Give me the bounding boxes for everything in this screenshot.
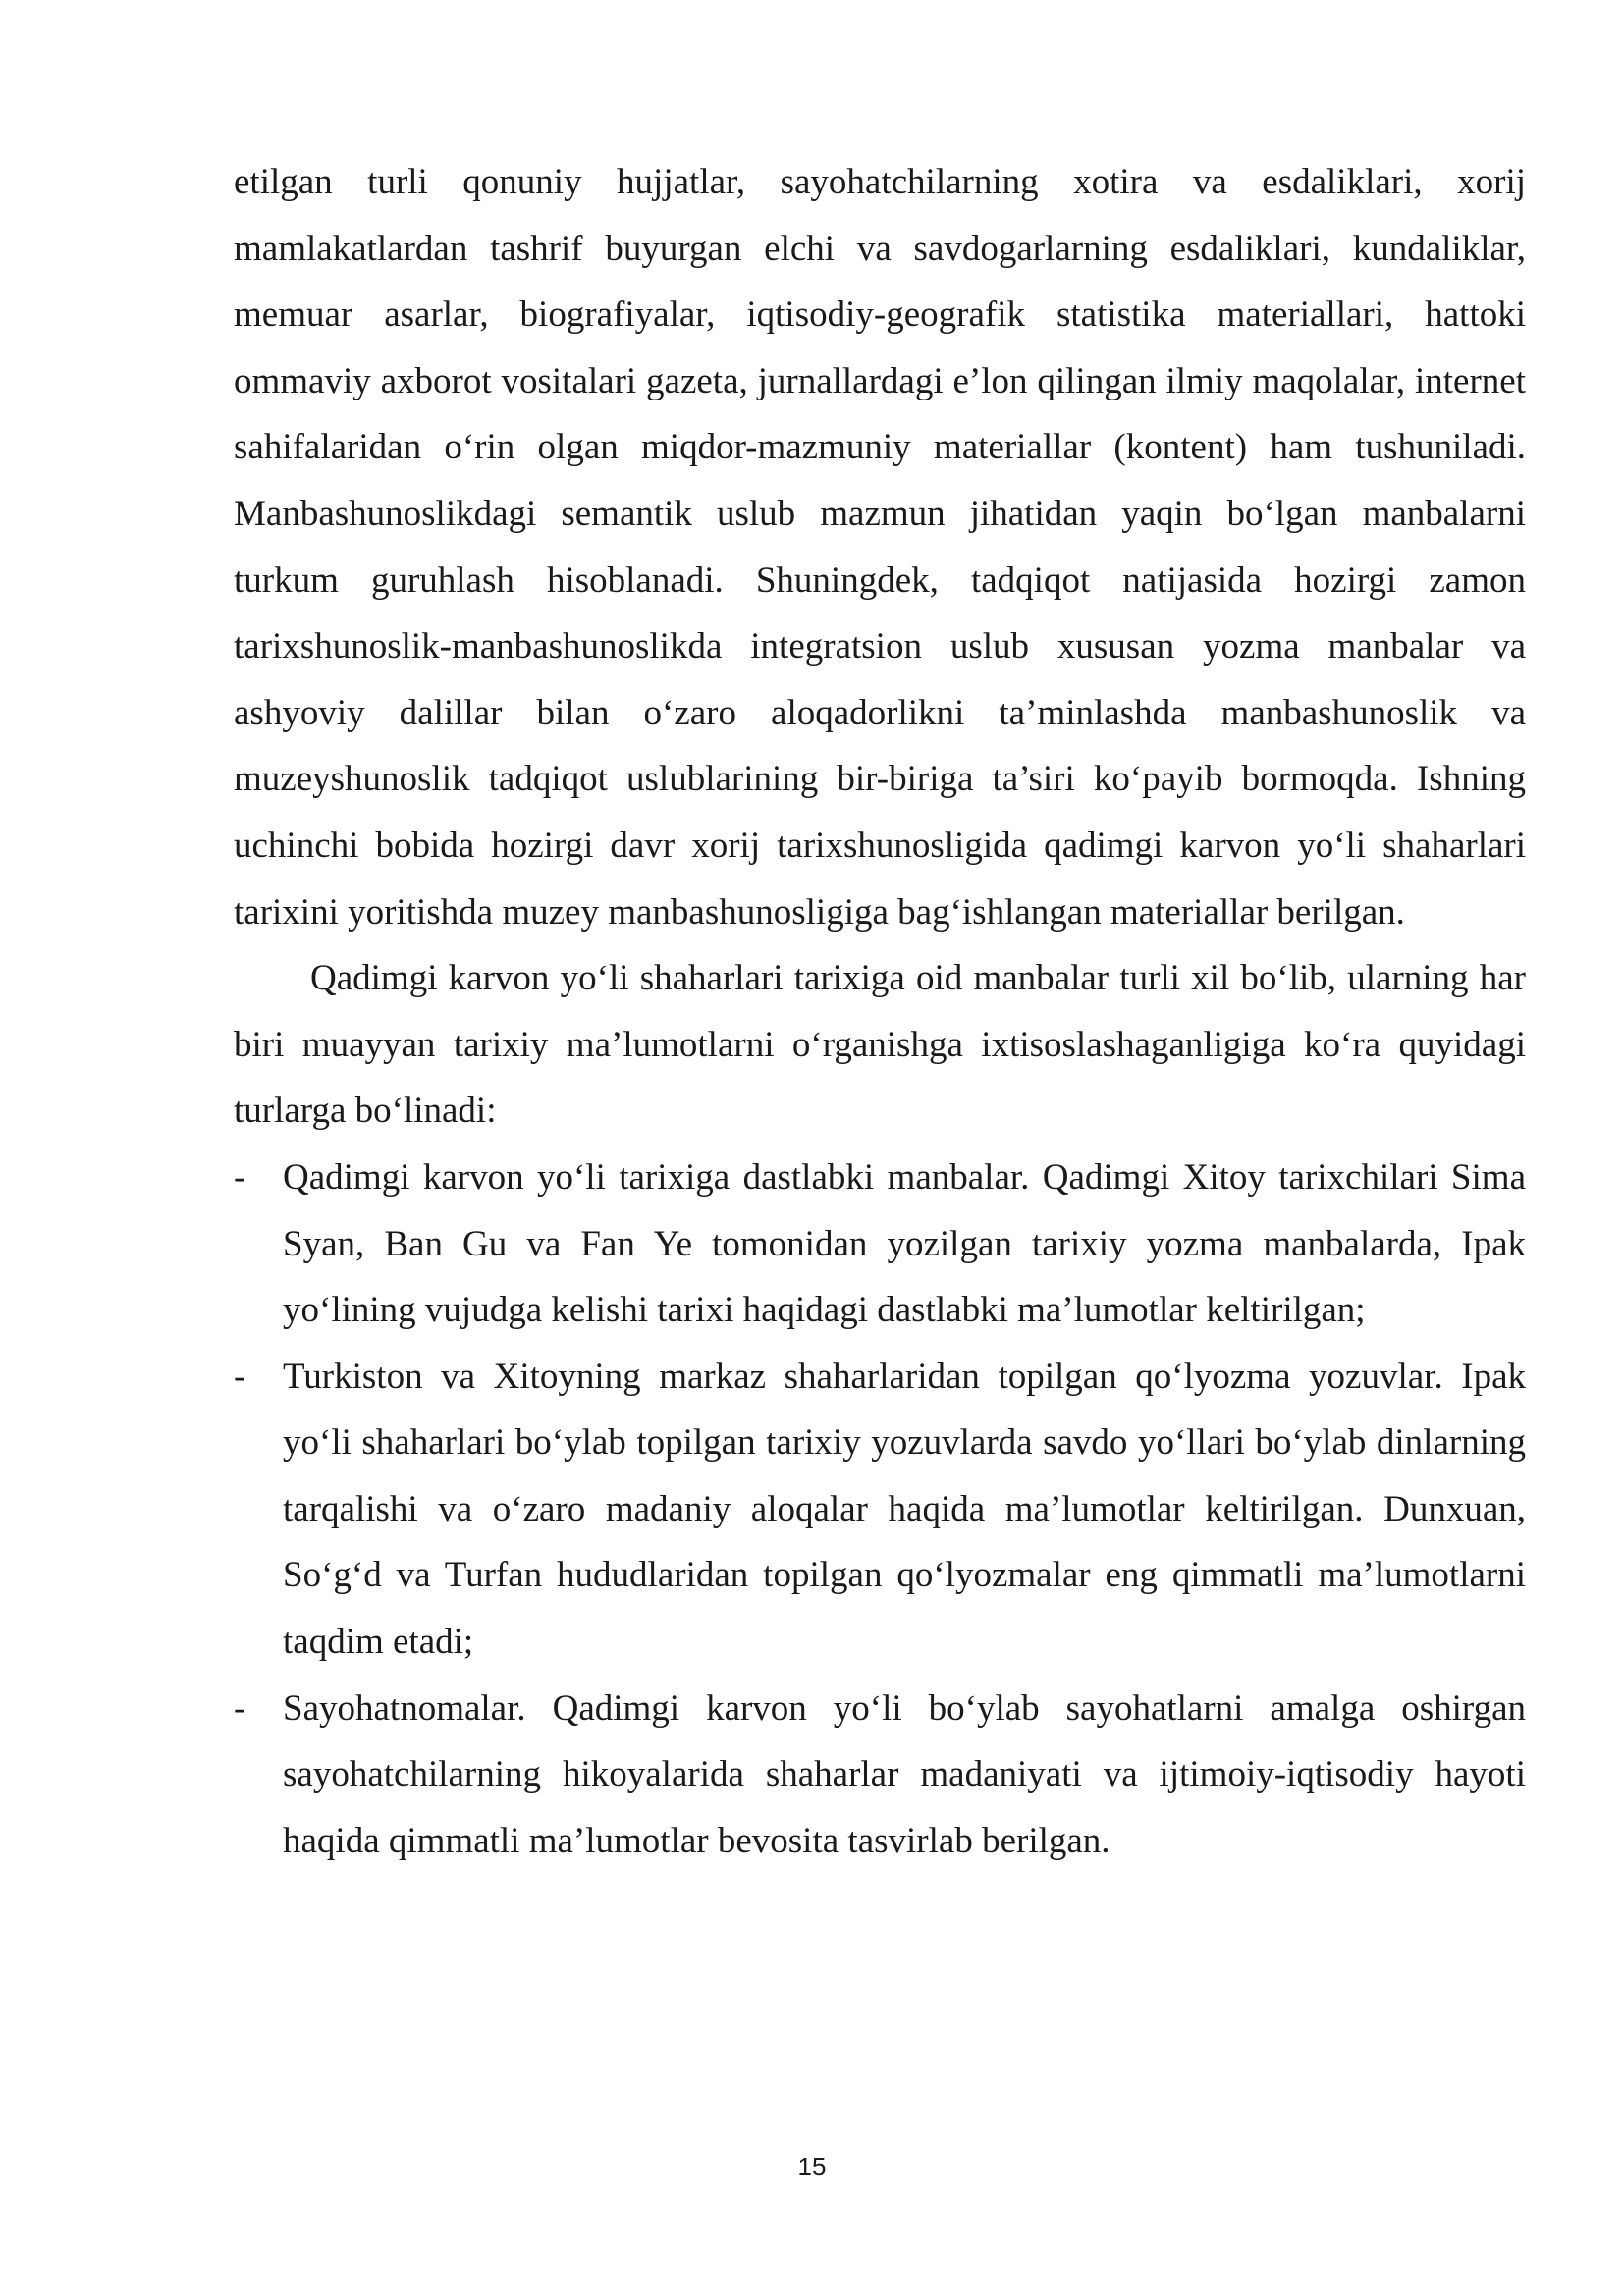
list-item-text: Turkiston va Xitoyning markaz shaharlaridan topilgan qo‘lyozma yozuvlar. Ipak yo‘li shaharlari bo‘ylab topilgan tarixiy yozuvlarda savdo yo‘llari bo‘ylab dinlarning tarqalishi va o‘zaro madaniy aloqalar haqida ma’lumotlar keltirilgan. Dunxuan, So‘g‘d va Turfan hududlaridan topilgan qo‘lyozmalar eng qimmatli ma’lumotlarni taqdim etadi;: [283, 1356, 1526, 1663]
page-body: [234, 149, 1526, 1874]
list-dash-marker: -: [234, 1687, 246, 1729]
list-dash-marker: -: [234, 1156, 246, 1198]
list-item: [234, 1344, 1526, 1676]
page-number: 15: [797, 2152, 827, 2181]
paragraph-continuation: etilgan turli qonuniy hujjatlar, sayohatchilarning xotira va esdaliklari, xorij mamlakatlardan tashrif buyurgan elchi va savdogarlarning esdaliklari, kundaliklar, memuar asarlar, biografiyalar, iqtisodiy-geografik statistika materiallari, hattoki ommaviy axborot vositalari gazeta, jurnallardagi e’lon qilingan ilmiy maqolalar, internet sahifalaridan o‘rin olgan miqdor-mazmuniy materiallar (kontent) ham tushuniladi. Manbashunoslikdagi semantik uslub mazmun jihatidan yaqin bo‘lgan manbalarni turkum guruhlash hisoblanadi. Shuningdek, tadqiqot natijasida hozirgi zamon tarixshunoslik-manbashunoslikda integratsion uslub xususan yozma manbalar va ashyoviy dalillar bilan o‘zaro aloqadorlikni ta’minlashda manbashunoslik va muzeyshunoslik tadqiqot uslublarining bir-biriga ta’siri ko‘payib bormoqda. Ishning uchinchi bobida hozirgi davr xorij tarixshunosligida qadimgi karvon yo‘li shaharlari tarixini yoritishda muzey manbashunosligiga bag‘ishlangan materiallar berilgan.: [234, 162, 1526, 933]
list-item: [234, 1145, 1526, 1344]
list-item-text: Qadimgi karvon yo‘li tarixiga dastlabki manbalar. Qadimgi Xitoy tarixchilari Sima Syan, Ban Gu va Fan Ye tomonidan yozilgan tarixiy yozma manbalarda, Ipak yo‘lining vujudga kelishi tarixi haqidagi dastlabki ma’lumotlar keltirilgan;: [283, 1156, 1526, 1331]
paragraph-source-types-intro: Qadimgi karvon yo‘li shaharlari tarixiga oid manbalar turli xil bo‘lib, ularning har biri muayyan tarixiy ma’lumotlarni o‘rganishga ixtisoslashaganligiga ko‘ra quyidagi turlarga bo‘linadi:: [234, 958, 1526, 1132]
source-types-list: [234, 1145, 1526, 1875]
list-dash-marker: -: [234, 1356, 246, 1397]
list-item-text: Sayohatnomalar. Qadimgi karvon yo‘li bo‘ylab sayohatlarni amalga oshirgan sayohatchilarning hikoyalarida shaharlar madaniyati va ijtimoiy-iqtisodiy hayoti haqida qimmatli ma’lumotlar bevosita tasvirlab berilgan.: [283, 1687, 1526, 1861]
list-item: [234, 1676, 1526, 1875]
